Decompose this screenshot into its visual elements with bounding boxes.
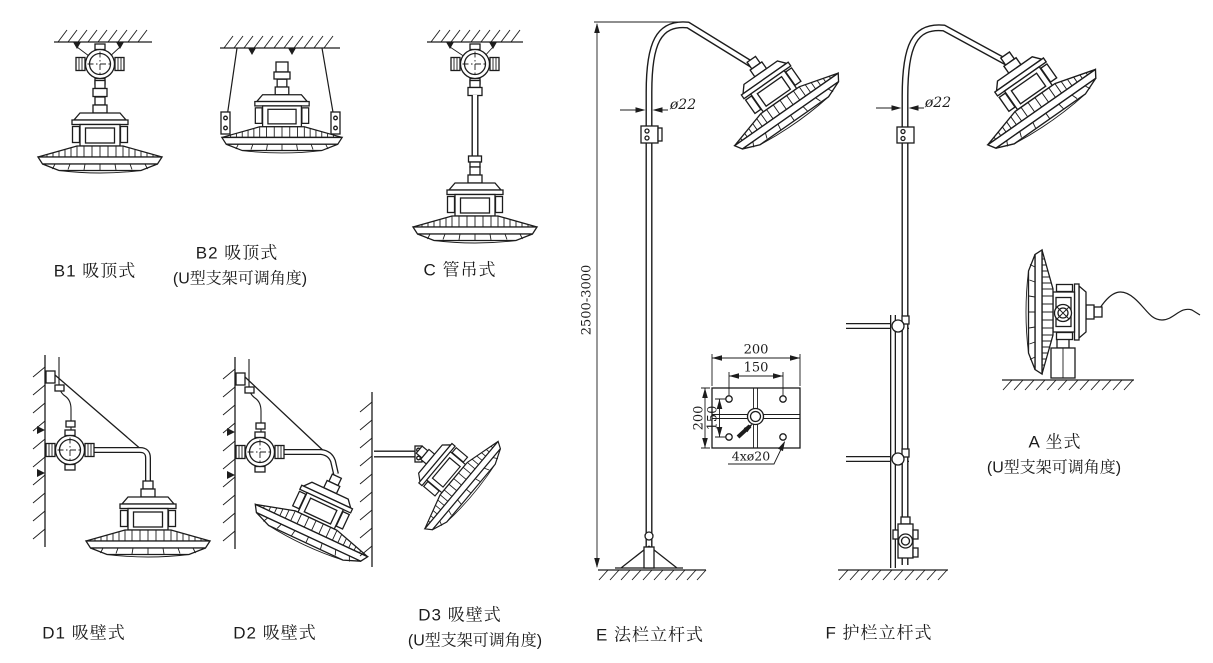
junction-box-icon [236, 432, 284, 472]
lamp-icon [86, 481, 210, 557]
flange-height-label: 200 [691, 405, 707, 431]
figure-c [413, 30, 537, 243]
lamp-icon [383, 406, 510, 538]
junction-box-icon [46, 430, 94, 470]
figure-sublabel-b2: (U型支架可调角度) [172, 270, 308, 288]
figure-b1 [38, 30, 162, 173]
figure-label-b2: B2 吸顶式 [195, 243, 279, 263]
figure-d2 [223, 357, 393, 571]
f-pole-diameter-label: ø22 [924, 95, 952, 111]
flange-width-label: 200 [743, 342, 769, 358]
figure-b2 [220, 36, 342, 153]
pole-height-dim-label: 2500-3000 [579, 264, 595, 336]
figure-a [1002, 250, 1200, 390]
figure-d3 [360, 392, 509, 567]
figure-label-b1: B1 吸顶式 [53, 261, 137, 281]
junction-box-icon [451, 44, 499, 84]
figure-label-d3: D3 吸壁式 [418, 605, 502, 625]
figure-e [594, 22, 848, 580]
figure-sublabel-a: (U型支架可调角度) [986, 459, 1122, 477]
figure-d1 [33, 355, 210, 557]
figure-label-f: F 护栏立杆式 [825, 623, 933, 643]
figure-label-c: C 管吊式 [423, 260, 497, 280]
flange-holes-label: 4xø20 [731, 448, 771, 464]
lamp-icon [222, 79, 342, 153]
figure-label-e: E 法栏立杆式 [595, 625, 705, 645]
e-pole-diameter-label: ø22 [669, 97, 697, 113]
figure-label-a: A 坐式 [1028, 432, 1082, 452]
lamp-icon [951, 17, 1105, 158]
lamp-icon [413, 167, 537, 243]
lamp-icon [38, 97, 162, 173]
flange-hole-spacing-label: 150 [743, 360, 769, 376]
figure-label-d1: D1 吸壁式 [42, 623, 126, 643]
flange-hole-spacing-v-label: 150 [705, 405, 721, 431]
figure-sublabel-d3: (U型支架可调角度) [407, 632, 543, 650]
figure-label-d2: D2 吸壁式 [233, 623, 317, 643]
